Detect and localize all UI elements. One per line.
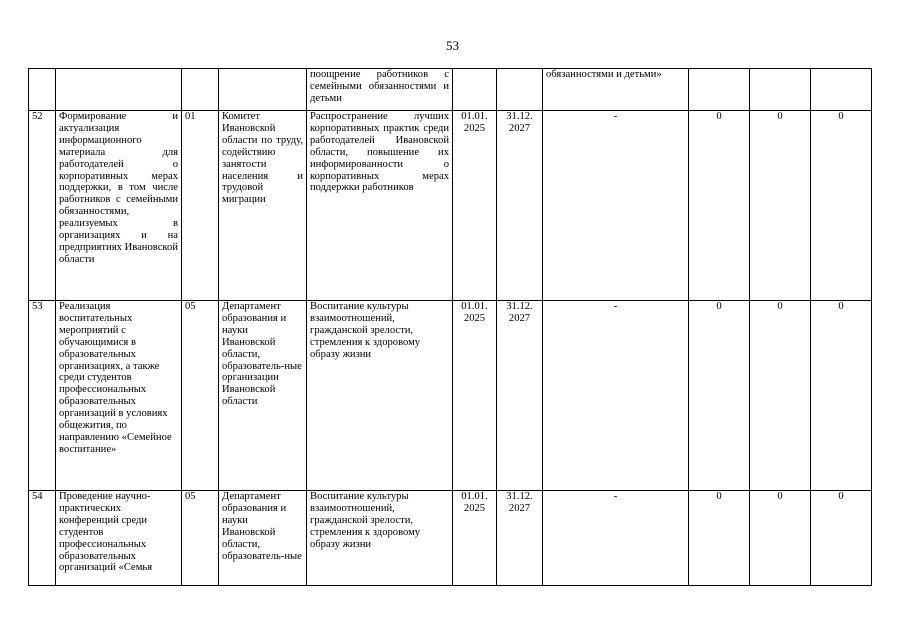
cell-indicator: -	[543, 301, 689, 491]
table-row	[29, 69, 872, 111]
cell-result: Воспитание культуры взаимоотношений, гражданской зрелости, стремления к здоровому образу жизни	[307, 301, 453, 491]
page-number: 53	[446, 38, 459, 53]
cell-value-1: 0	[689, 301, 750, 491]
cell-code: 01	[182, 111, 219, 301]
cell-value-3	[811, 69, 872, 111]
cell-start-date: 01.01. 2025	[453, 491, 497, 586]
cell-indicator: -	[543, 491, 689, 586]
table-row	[29, 111, 872, 301]
cell-measure: Формирование и актуализация информационного материала для работодателей о корпоративных мерах поддержки, в том числе работников с семейными обязанностями, реализуемых в организациях и на предприятиях Ивановской области	[56, 111, 182, 301]
cell-indicator: -	[543, 111, 689, 301]
cell-code: 05	[182, 301, 219, 491]
table-row	[29, 301, 872, 491]
cell-executor: Комитет Ивановской области по труду, содействию занятости населения и трудовой миграции	[219, 111, 307, 301]
cell-value-2: 0	[750, 301, 811, 491]
cell-value-2: 0	[750, 111, 811, 301]
cell-value-3: 0	[811, 111, 872, 301]
measures-table	[28, 68, 872, 586]
cell-result: Распространение лучших корпоративных практик среди работодателей Ивановской области, повышение их информированности о корпоративных мерах поддержки работников	[307, 111, 453, 301]
cell-result: Воспитание культуры взаимоотношений, гражданской зрелости, стремления к здоровому образу жизни	[307, 491, 453, 586]
cell-end-date: 31.12. 2027	[497, 111, 543, 301]
cell-result: поощрение работников с семейными обязанностями и детьми	[307, 69, 453, 111]
cell-measure	[56, 69, 182, 111]
cell-measure: Проведение научно-практических конференций среди студентов профессиональных образовательных организаций «Семья	[56, 491, 182, 586]
cell-start-date: 01.01. 2025	[453, 301, 497, 491]
cell-num: 53	[29, 301, 56, 491]
cell-value-2	[750, 69, 811, 111]
cell-executor: Департамент образования и науки Ивановской области, образователь-ные организации Ивановской области	[219, 301, 307, 491]
cell-measure: Реализация воспитательных мероприятий с обучающимися в образовательных организациях, а также среди студентов профессиональных образовательных организаций в условиях общежития, по направлению «Семейное воспитание»	[56, 301, 182, 491]
cell-executor: Департамент образования и науки Ивановской области, образователь-ные	[219, 491, 307, 586]
cell-value-3: 0	[811, 491, 872, 586]
cell-value-1: 0	[689, 111, 750, 301]
cell-start-date: 01.01. 2025	[453, 111, 497, 301]
cell-end-date	[497, 69, 543, 111]
cell-value-1: 0	[689, 491, 750, 586]
table-row	[29, 491, 872, 586]
cell-start-date	[453, 69, 497, 111]
cell-num	[29, 69, 56, 111]
cell-num: 52	[29, 111, 56, 301]
cell-end-date: 31.12. 2027	[497, 491, 543, 586]
cell-executor	[219, 69, 307, 111]
cell-indicator: обязанностями и детьми»	[543, 69, 689, 111]
cell-value-1	[689, 69, 750, 111]
cell-value-3: 0	[811, 301, 872, 491]
cell-code	[182, 69, 219, 111]
cell-num: 54	[29, 491, 56, 586]
cell-value-2: 0	[750, 491, 811, 586]
cell-code: 05	[182, 491, 219, 586]
cell-end-date: 31.12. 2027	[497, 301, 543, 491]
